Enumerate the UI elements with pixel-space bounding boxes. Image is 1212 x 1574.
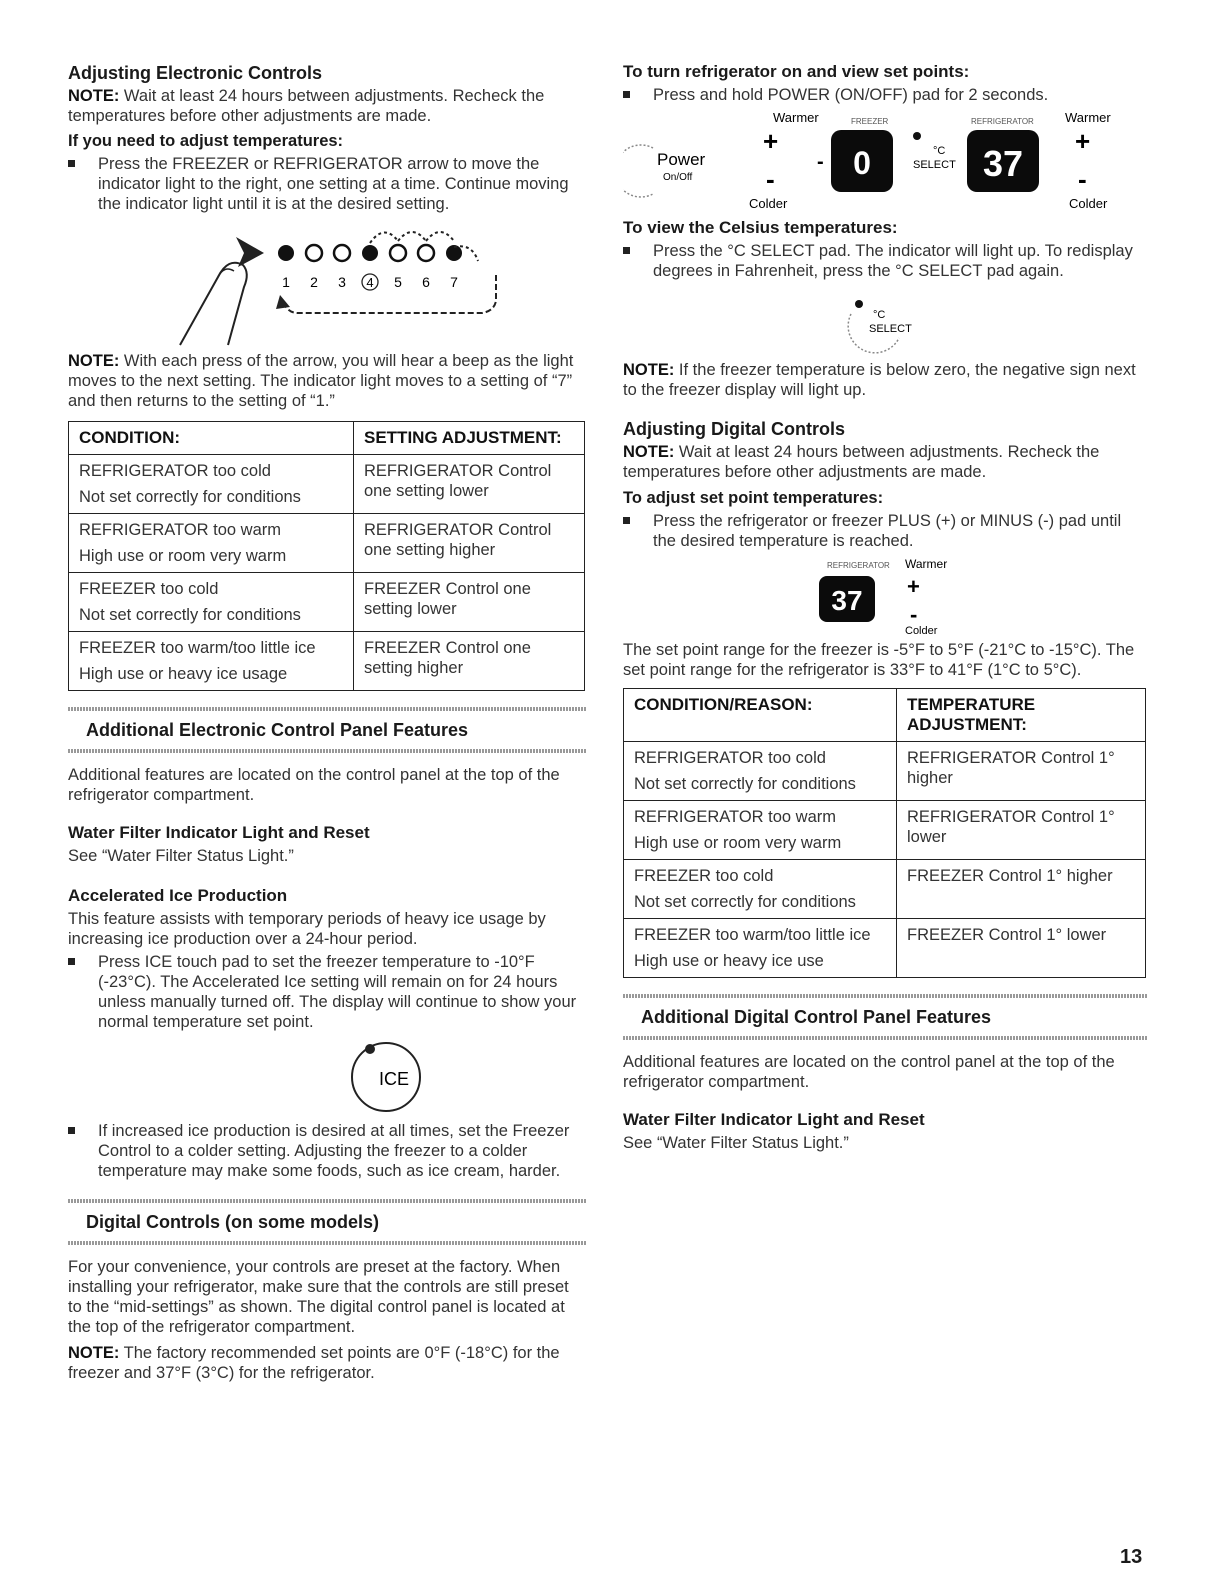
freezer-label: FREEZER <box>851 117 889 126</box>
warmer-label-small: Warmer <box>905 557 948 571</box>
colder-label-left: Colder <box>749 196 788 211</box>
water-filter-text-right: See “Water Filter Status Light.” <box>623 1134 849 1152</box>
page-number: 13 <box>1120 1546 1143 1568</box>
adjust-setpoint-bullet: Press the refrigerator or freezer PLUS (+) or MINUS (-) pad until the desired temperature is reached. <box>623 511 1147 551</box>
indicator-light-3 <box>334 245 350 261</box>
section-divider <box>623 1036 1147 1040</box>
adjusting-digital-title: Adjusting Digital Controls <box>623 419 845 439</box>
celsius-bullet: Press the °C SELECT pad. The indicator will light up. To redisplay degrees in Fahrenheit, press the °C SELECT pad again. <box>623 241 1147 281</box>
celsius-select-illustration <box>623 284 1147 356</box>
dial-number-7: 7 <box>450 274 458 290</box>
colder-label-right: Colder <box>1069 196 1108 211</box>
table-header-setting: SETTING ADJUSTMENT: <box>354 422 585 455</box>
electronic-adjustment-table <box>68 421 585 691</box>
indicator-light-1 <box>278 245 294 261</box>
dial-number-3: 3 <box>338 274 346 290</box>
celsius-select-dot <box>855 300 863 308</box>
onoff-label: On/Off <box>663 172 693 183</box>
ice-indicator-dot <box>365 1044 375 1054</box>
indicator-light-6 <box>418 245 434 261</box>
accelerated-ice-text: This feature assists with temporary periods of heavy ice usage by increasing ice production over a 24-hour period. <box>68 910 546 948</box>
table-header-condition-reason: CONDITION/REASON: <box>624 689 897 742</box>
table-row: FREEZER too warm/too little ice High use or heavy ice use FREEZER Control 1° lower <box>624 919 1146 978</box>
dial-number-1: 1 <box>282 274 290 290</box>
colder-label-small: Colder <box>905 625 938 636</box>
freezer-minus-icon: - <box>766 164 775 194</box>
section-divider <box>68 1241 586 1245</box>
adjust-temps-subtitle: If you need to adjust temperatures: <box>68 132 344 150</box>
digital-controls-note: NOTE: The factory recommended set points are 0°F (-18°C) for the freezer and 37°F (3°C) for the refrigerator. <box>68 1344 560 1382</box>
dial-number-2: 2 <box>310 274 318 290</box>
water-filter-title: Water Filter Indicator Light and Reset <box>68 823 370 842</box>
accelerated-ice-title: Accelerated Ice Production <box>68 886 288 905</box>
power-button-icon <box>623 145 653 197</box>
indicator-light-2 <box>306 245 322 261</box>
refrigerator-plus-icon: + <box>1075 126 1091 156</box>
refrigerator-label: REFRIGERATOR <box>971 117 1034 126</box>
celsius-indicator-dot <box>913 132 921 140</box>
freezer-plus-icon: + <box>763 126 779 156</box>
degc-label: °C <box>933 145 946 157</box>
minus-icon-small: - <box>910 602 918 627</box>
right-column <box>623 62 1147 1153</box>
finger-icon <box>180 263 247 345</box>
select-label: SELECT <box>913 159 956 171</box>
table-header-temperature: TEMPERATURE ADJUSTMENT: <box>897 689 1146 742</box>
additional-electronic-text: Additional features are located on the control panel at the top of the refrigerator compartment. <box>68 766 560 804</box>
plus-icon-small: + <box>907 574 920 599</box>
turn-on-title: To turn refrigerator on and view set points: <box>623 62 970 81</box>
adjusting-digital-note: NOTE: Wait at least 24 hours between adjustments. Recheck the temperatures before other adjustments are made. <box>623 443 1100 481</box>
refrigerator-control-illustration <box>623 554 1147 636</box>
refrigerator-display-value: 37 <box>982 143 1024 184</box>
table-row: FREEZER too cold Not set correctly for conditions FREEZER Control 1° higher <box>624 860 1146 919</box>
additional-digital-title: Additional Digital Control Panel Features <box>641 1007 992 1027</box>
table-row: REFRIGERATOR too cold Not set correctly for conditions REFRIGERATOR Control 1° higher <box>624 742 1146 801</box>
ice-bullet-2: If increased ice production is desired at all times, set the Freezer Control to a colder setting. Adjusting the freezer to a colder temperature may make some foods, such as ice cream, harder. <box>68 1121 586 1181</box>
setpoint-range-text: The set point range for the freezer is -5°F to 5°F (-21°C to -15°C). The set point range for the refrigerator is 33°F to 41°F (1°C to 5°C). <box>623 641 1135 679</box>
digital-controls-title: Digital Controls (on some models) <box>86 1212 380 1232</box>
indicator-dial-illustration <box>68 217 586 347</box>
indicator-light-4 <box>362 245 378 261</box>
dial-number-4: 4 <box>366 275 374 290</box>
digital-adjustment-table <box>623 688 1146 978</box>
adjusting-electronic-title: Adjusting Electronic Controls <box>68 63 323 83</box>
table-row: REFRIGERATOR too warm High use or room very warm REFRIGERATOR Control one setting higher <box>69 514 585 573</box>
warmer-label-left: Warmer <box>773 110 819 125</box>
ice-button-illustration <box>68 1035 586 1115</box>
celsius-title: To view the Celsius temperatures: <box>623 218 898 237</box>
indicator-light-5 <box>390 245 406 261</box>
dial-number-5: 5 <box>394 274 402 290</box>
table-row: FREEZER too warm/too little ice High use or heavy ice usage FREEZER Control one setting higher <box>69 632 585 691</box>
arrow-icon <box>236 237 264 267</box>
adjust-setpoint-subtitle: To adjust set point temperatures: <box>623 489 884 507</box>
refrigerator-label-small: REFRIGERATOR <box>827 561 890 570</box>
digital-controls-text: For your convenience, your controls are preset at the factory. When installing your refrigerator, make sure that the controls are still preset to the “mid-settings” as shown. The digital control panel is located at the top of the refrigerator compartment. <box>68 1258 569 1336</box>
freezer-negative-sign: - <box>817 151 824 173</box>
dial-number-6: 6 <box>422 274 430 290</box>
left-column <box>68 62 586 1383</box>
table-row: REFRIGERATOR too cold Not set correctly for conditions REFRIGERATOR Control one setting lower <box>69 455 585 514</box>
ice-bullet-1: Press ICE touch pad to set the freezer temperature to -10°F (-23°C). The Accelerated Ice setting will remain on for 24 hours unless manually turned off. The display will continue to show your normal temperature set point. <box>68 952 586 1032</box>
warmer-label-right: Warmer <box>1065 110 1111 125</box>
arrow-press-note: NOTE: With each press of the arrow, you will hear a beep as the light moves to the next setting. The indicator light moves to a setting of “7” and then returns to the setting of “1.” <box>68 352 574 410</box>
refrigerator-display-small-value: 37 <box>831 585 863 616</box>
additional-digital-text: Additional features are located on the control panel at the top of the refrigerator compartment. <box>623 1053 1115 1091</box>
table-header-condition: CONDITION: <box>69 422 354 455</box>
celsius-note: NOTE: If the freezer temperature is below zero, the negative sign next to the freezer display will light up. <box>623 361 1136 399</box>
adjust-temps-bullet: Press the FREEZER or REFRIGERATOR arrow to move the indicator light to the right, one setting at a time. Continue moving the indicator light until it is at the desired setting. <box>68 154 586 214</box>
celsius-select-degc: °C <box>873 309 886 321</box>
section-divider <box>68 749 586 753</box>
freezer-display-value: 0 <box>853 145 871 181</box>
adjusting-electronic-note: NOTE: Wait at least 24 hours between adjustments. Recheck the temperatures before other adjustments are made. <box>68 87 545 125</box>
table-row: REFRIGERATOR too warm High use or room very warm REFRIGERATOR Control 1° lower <box>624 801 1146 860</box>
additional-electronic-title: Additional Electronic Control Panel Features <box>86 720 469 740</box>
power-label: Power <box>657 150 706 169</box>
water-filter-text: See “Water Filter Status Light.” <box>68 847 294 865</box>
water-filter-title-right: Water Filter Indicator Light and Reset <box>623 1110 925 1129</box>
celsius-select-label: SELECT <box>869 323 912 335</box>
table-row: FREEZER too cold Not set correctly for conditions FREEZER Control one setting lower <box>69 573 585 632</box>
turn-on-bullet: Press and hold POWER (ON/OFF) pad for 2 seconds. <box>623 85 1147 105</box>
control-panel-illustration <box>623 108 1147 214</box>
ice-label: ICE <box>378 1069 410 1089</box>
indicator-light-7 <box>446 245 462 261</box>
refrigerator-minus-icon: - <box>1078 164 1087 194</box>
